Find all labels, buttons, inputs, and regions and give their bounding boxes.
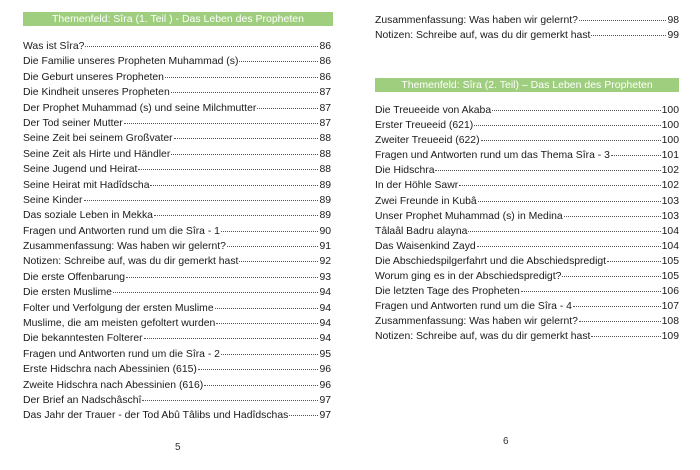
toc-entry-page: 95 [319,348,331,360]
toc-entry-title: Die Treueeide von Akaba [375,105,492,116]
dot-leader [174,138,319,139]
toc-entry-page: 104 [661,240,679,252]
toc-entry-title: Die Hidschra [375,165,435,177]
dot-leader [126,277,318,278]
toc-entry-title: Der Prophet Muhammad (s) und seine Milchmutter [23,102,257,114]
dot-leader [84,200,319,201]
toc-entry-title: Zusammenfassung: Was haben wir gelernt? [23,241,226,253]
toc-entry-title: Folter und Verfolgung der ersten Muslime [23,302,214,314]
toc-entry[interactable] [23,393,331,408]
toc-entry[interactable] [375,194,679,209]
toc-entry[interactable] [23,147,331,162]
toc-entry-title: Fragen und Antworten rund um die Sîra - 4 [375,301,572,313]
toc-entry-title: Seine Kinder [23,194,83,206]
toc-entry-title: Die erste Offenbarung [23,271,126,283]
toc-entry-page: 105 [661,255,679,267]
toc-entry-page: 102 [661,165,679,177]
toc-entry-page: 98 [667,15,679,26]
dot-leader [113,292,319,293]
dot-leader [239,261,318,262]
toc-entry-page: 93 [319,271,331,283]
page-number: 5 [175,442,181,453]
toc-entry-title: Zusammenfassung: Was haben wir gelernt? [375,15,578,26]
dot-leader [154,215,318,216]
dot-leader [579,321,661,322]
toc-entry[interactable] [23,131,331,146]
toc-entry[interactable] [23,378,331,393]
dot-leader [435,170,660,171]
dot-leader [521,291,661,292]
toc-entry-page: 91 [319,241,331,253]
toc-entry[interactable] [23,54,331,69]
dot-leader [221,231,318,232]
toc-entry-title: Der Tod seiner Mutter [23,117,123,129]
dot-leader [216,323,318,324]
toc-entry[interactable] [23,301,331,316]
page-number: 6 [503,436,509,447]
toc-entry-title: Tâlaâl Badru alayna [375,225,468,237]
dot-leader [257,108,318,109]
toc-entry-title: Zweite Hidschra nach Abessinien (616) [23,379,204,391]
dot-leader [477,246,661,247]
toc-entry-title: Zweiter Treueeid (622) [375,135,480,147]
dot-leader [591,35,666,36]
toc-entry-page: 100 [661,135,679,147]
toc-entry-title: Muslime, die am meisten gefoltert wurden [23,318,216,330]
toc-entry-title: Die Kindheit unseres Propheten [23,87,170,99]
right-page [350,0,700,470]
toc-entry[interactable] [375,269,679,284]
table-of-contents [375,103,679,345]
dot-leader [289,415,318,416]
toc-entry-page: 88 [319,148,331,160]
toc-entry-page: 103 [661,210,679,222]
toc-entry-page: 87 [319,87,331,99]
dot-leader [468,231,660,232]
toc-entry-title: Seine Zeit als Hirte und Händler [23,148,171,160]
toc-entry[interactable] [375,284,679,299]
toc-entry[interactable] [375,209,679,224]
toc-entry-title: Die Familie unseres Propheten Muhammad (s) [23,56,239,68]
toc-entry[interactable] [23,347,331,362]
toc-entry[interactable] [23,116,331,131]
dot-leader [481,140,661,141]
toc-entry[interactable] [375,239,679,254]
toc-entry[interactable] [375,13,679,28]
dot-leader [142,400,318,401]
toc-entry[interactable] [23,101,331,116]
toc-entry[interactable] [23,362,331,377]
toc-entry-title: Unser Prophet Muhammad (s) in Medina [375,210,563,222]
toc-entry-page: 89 [319,194,331,206]
toc-entry-title: Das soziale Leben in Mekka [23,210,153,222]
toc-entry[interactable] [375,329,679,344]
toc-entry-page: 104 [661,225,679,237]
toc-entry-page: 88 [319,164,331,176]
toc-entry-title: Fragen und Antworten rund um die Sîra - 2 [23,348,220,360]
section-banner: Themenfeld: Sîra (2. Teil) – Das Leben des Propheten [375,78,679,92]
toc-entry-title: Die letzten Tage des Propheten [375,286,520,298]
toc-entry-title: Die Geburt unseres Propheten [23,71,164,83]
toc-entry-page: 109 [661,331,679,343]
dot-leader [562,276,660,277]
section-banner: Themenfeld: Sîra (1. Teil ) - Das Leben des Propheten [23,12,333,26]
toc-entry-page: 100 [661,105,679,116]
toc-entry-title: Fragen und Antworten rund um das Thema Sîra - 3 [375,150,610,162]
toc-entry-title: Zusammenfassung: Was haben wir gelernt? [375,316,578,328]
toc-entry-page: 103 [661,195,679,207]
dot-leader [204,385,318,386]
dot-leader [85,46,318,47]
toc-entry-title: Erster Treueeid (621) [375,120,474,132]
toc-entry-title: Seine Heirat mit Hadîdscha [23,179,150,191]
toc-entry[interactable] [375,28,679,43]
dot-leader [138,169,318,170]
toc-entry-title: Erste Hidschra nach Abessinien (615) [23,364,197,376]
toc-entry-page: 96 [319,364,331,376]
toc-entry-page: 96 [319,379,331,391]
toc-entry-page: 87 [319,117,331,129]
dot-leader [171,92,319,93]
toc-entry-page: 86 [319,71,331,83]
toc-entry-title: Die bekanntesten Folterer [23,333,143,345]
toc-entry-page: 108 [661,316,679,328]
toc-entry[interactable] [375,103,679,118]
dot-leader [564,216,661,217]
toc-entry-page: 88 [319,133,331,145]
dot-leader [573,306,661,307]
toc-entry-page: 97 [319,394,331,406]
toc-entry[interactable] [23,162,331,177]
toc-entry[interactable] [375,118,679,133]
dot-leader [607,261,661,262]
toc-entry[interactable] [23,254,331,269]
toc-entry-page: 92 [319,256,331,268]
dot-leader [171,154,318,155]
dot-leader [150,185,318,186]
toc-entry-title: Fragen und Antworten rund um die Sîra - 1 [23,225,220,237]
toc-entry-title: Notizen: Schreibe auf, was du dir gemerkt hast [375,331,591,343]
toc-entry[interactable] [375,299,679,314]
toc-entry-page: 94 [319,287,331,299]
toc-entry-title: In der Höhle Sawr [375,180,459,192]
dot-leader [124,123,319,124]
toc-entry-title: Die ersten Muslime [23,287,112,299]
toc-entry-title: Worum ging es in der Abschiedspredigt? [375,271,562,283]
toc-entry[interactable] [375,148,679,163]
toc-entry[interactable] [375,224,679,239]
dot-leader [611,155,661,156]
dot-leader [239,61,318,62]
toc-entry-page: 87 [319,102,331,114]
toc-entry-page: 99 [667,30,679,42]
dot-leader [474,125,660,126]
toc-entry-page: 107 [661,301,679,313]
toc-entry[interactable] [23,316,331,331]
toc-entry[interactable] [23,70,331,85]
dot-leader [591,336,660,337]
toc-entry[interactable] [375,314,679,329]
toc-entry-title: Notizen: Schreibe auf, was du dir gemerkt hast [23,256,239,268]
toc-entry-page: 86 [319,41,331,52]
dot-leader [144,338,319,339]
toc-entry-title: Das Waisenkind Zayd [375,240,476,252]
toc-entry-page: 100 [661,120,679,132]
toc-entry-title: Seine Zeit bei seinem Großvater [23,133,173,145]
toc-entry[interactable] [375,163,679,178]
toc-entry-page: 94 [319,302,331,314]
toc-entry-title: Seine Jugend und Heirat [23,164,138,176]
dot-leader [198,369,319,370]
toc-entry-title: Die Abschiedspilgerfahrt und die Abschiedspredigt [375,255,607,267]
dot-leader [221,354,318,355]
dot-leader [579,20,667,21]
toc-entry-page: 105 [661,271,679,283]
toc-entry[interactable] [23,270,331,285]
toc-entry-page: 102 [661,180,679,192]
toc-entry[interactable] [23,178,331,193]
toc-entry[interactable] [23,85,331,100]
toc-entry-title: Was ist Sîra? [23,41,85,52]
toc-entry-title: Das Jahr der Trauer - der Tod Abû Tâlibs und Hadîdschas [23,410,289,422]
dot-leader [478,201,661,202]
toc-entry[interactable] [23,285,331,300]
toc-entry-page: 94 [319,333,331,345]
dot-leader [459,185,660,186]
toc-entry-page: 89 [319,210,331,222]
toc-entry-page: 90 [319,225,331,237]
toc-entry-page: 86 [319,56,331,68]
toc-entry[interactable] [23,224,331,239]
toc-entry[interactable] [23,193,331,208]
toc-entry-page: 106 [661,286,679,298]
table-of-contents [23,39,331,424]
toc-entry[interactable] [375,178,679,193]
toc-entry-page: 97 [319,410,331,422]
table-of-contents-continued [375,13,679,44]
toc-entry[interactable] [375,133,679,148]
toc-entry[interactable] [23,39,331,54]
toc-entry-title: Notizen: Schreibe auf, was du dir gemerkt hast [375,30,591,42]
toc-entry-title: Zwei Freunde in Kubâ [375,195,477,207]
toc-entry[interactable] [23,208,331,223]
toc-entry-page: 94 [319,318,331,330]
toc-entry[interactable] [23,239,331,254]
dot-leader [492,110,661,111]
toc-entry-page: 89 [319,179,331,191]
dot-leader [215,308,319,309]
dot-leader [227,246,319,247]
toc-entry-page: 101 [661,150,679,162]
toc-entry[interactable] [23,408,331,423]
dot-leader [165,77,319,78]
toc-entry[interactable] [375,254,679,269]
toc-entry[interactable] [23,331,331,346]
toc-entry-title: Der Brief an Nadschâschî [23,394,142,406]
